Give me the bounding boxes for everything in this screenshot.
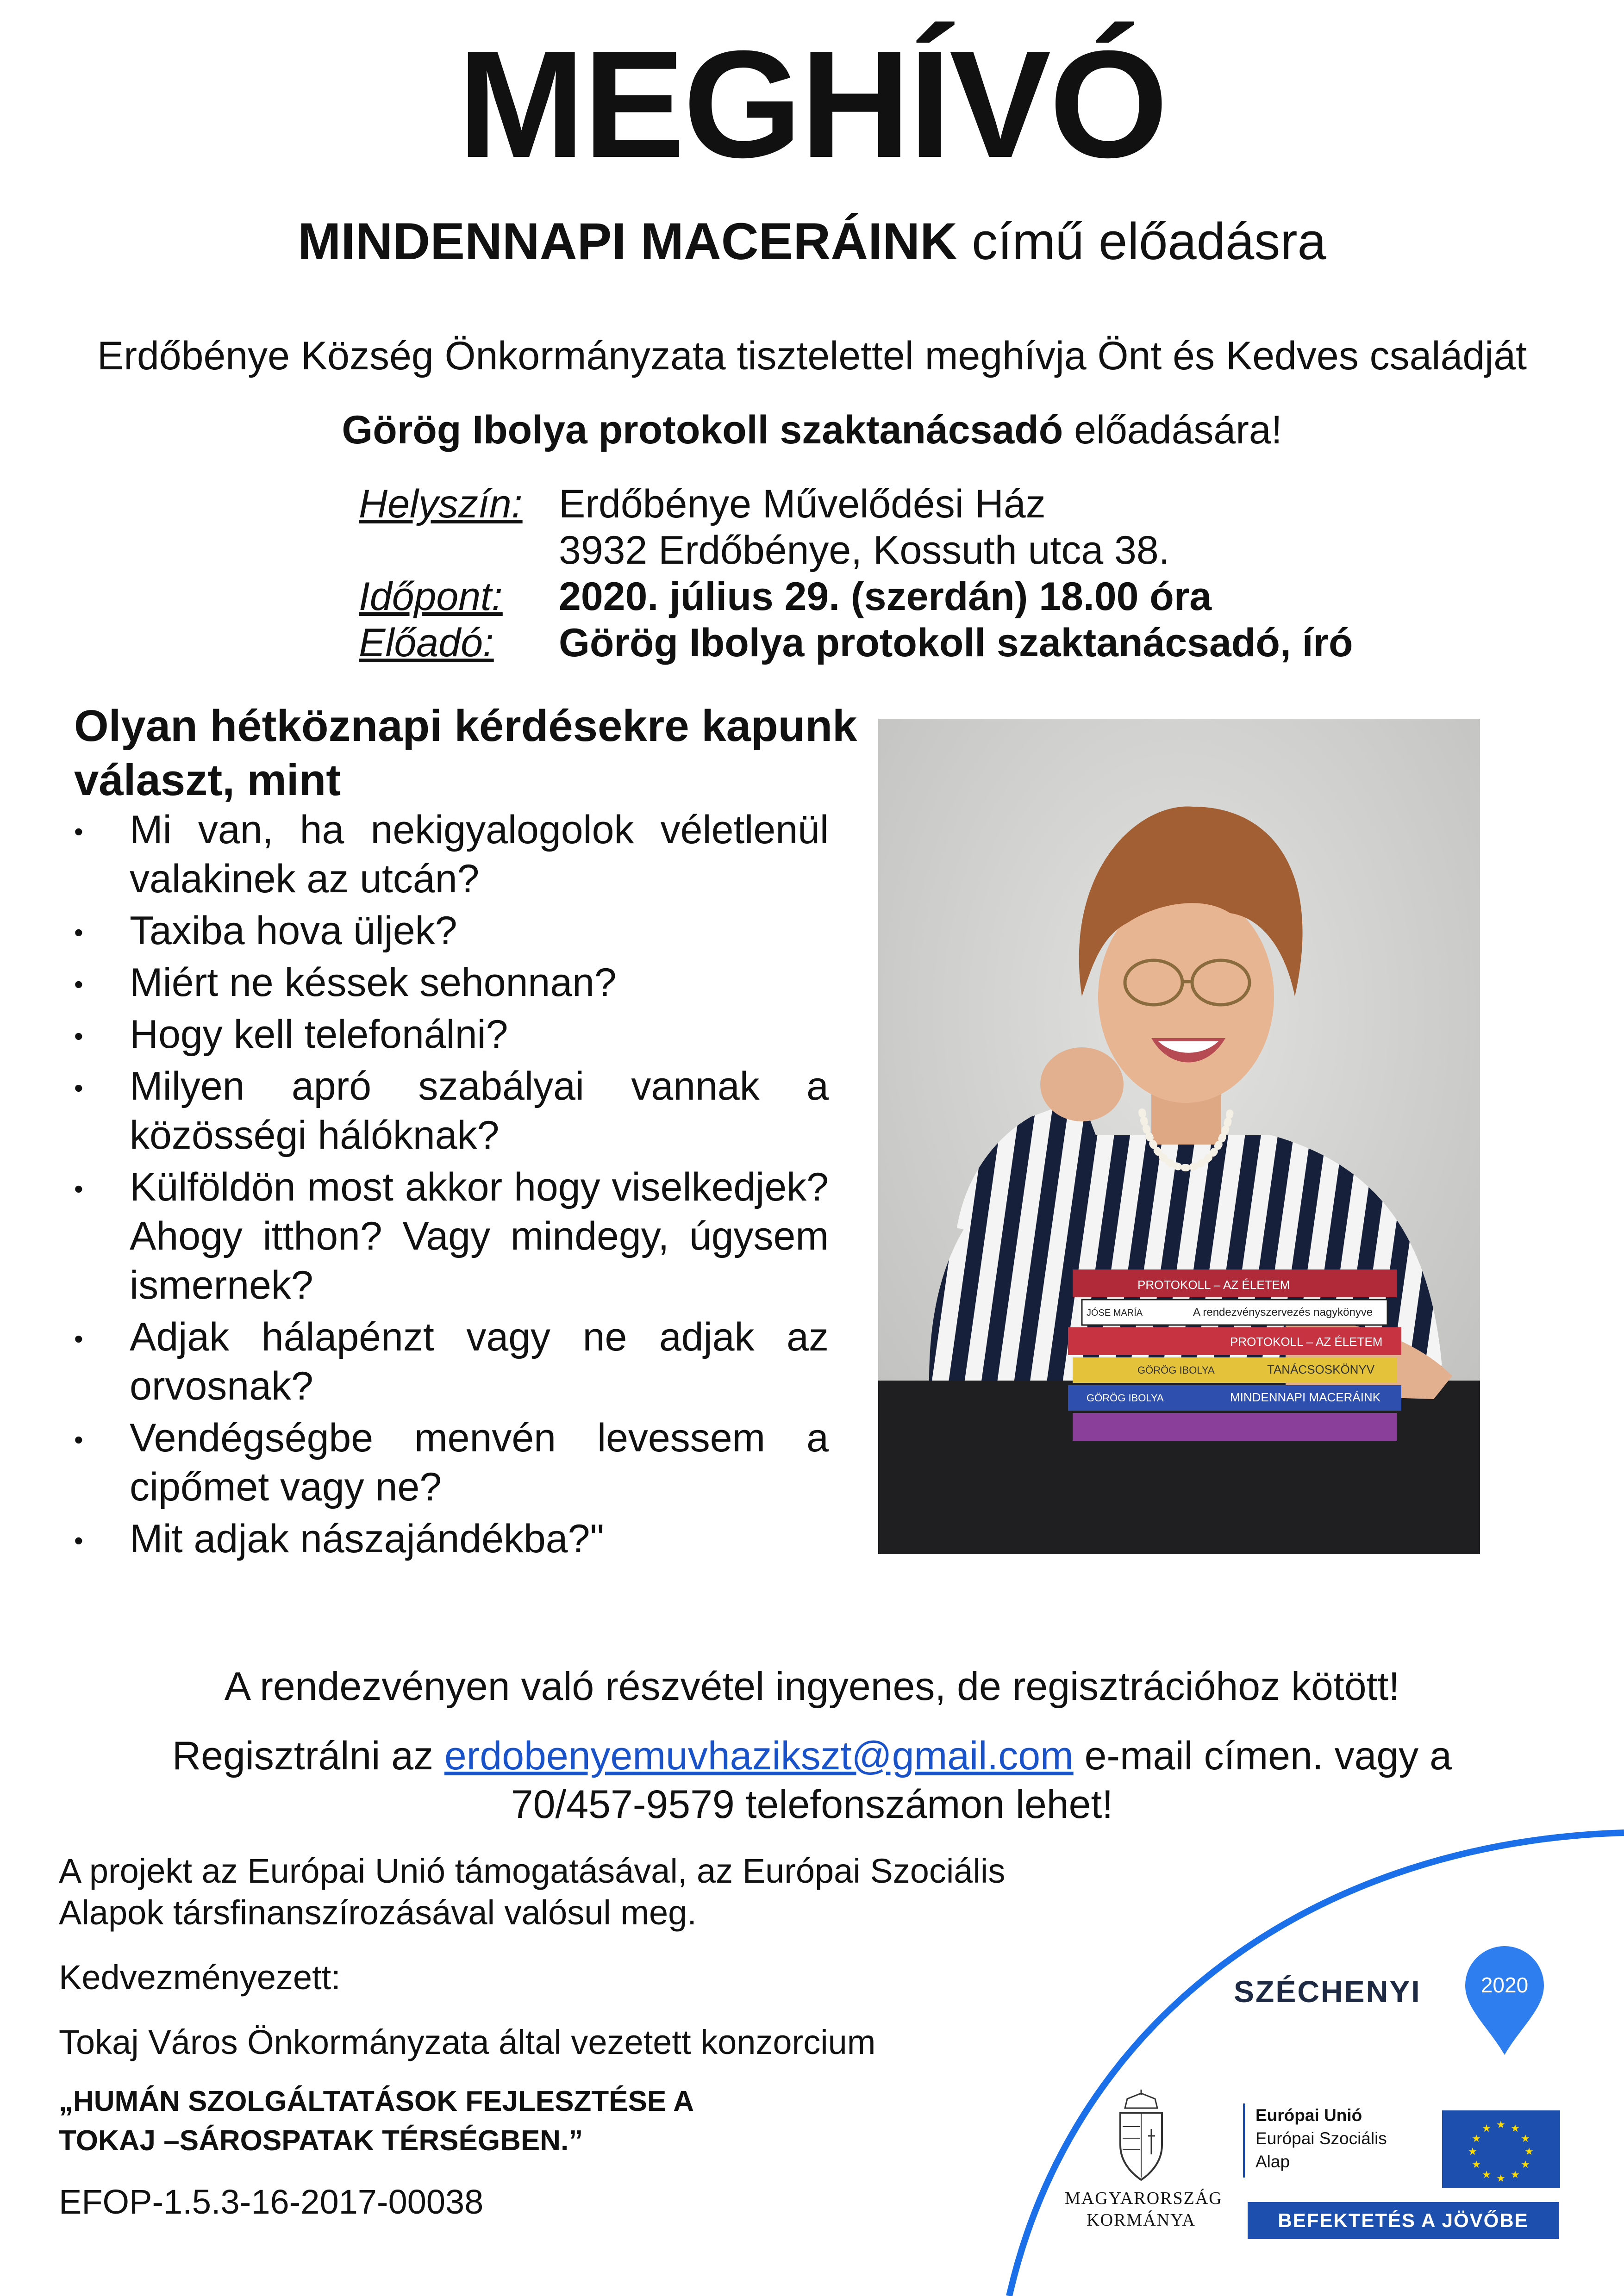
svg-text:★: ★	[1496, 2173, 1505, 2184]
list-item: • Vendégségbe menvén levessem a cipőmet vagy ne?	[65, 1413, 829, 1512]
list-item: • Hogy kell telefonálni?	[65, 1010, 829, 1059]
page-title: MEGHÍVÓ	[457, 19, 1167, 189]
speaker-name: Görög Ibolya protokoll szaktanácsadó	[342, 408, 1063, 452]
eu-union-label: Európai Unió	[1255, 2106, 1362, 2125]
book-author: GÖRÖG IBOLYA	[1087, 1392, 1164, 1404]
email-link[interactable]: erdobenyemuvhazikszt@gmail.com	[444, 1734, 1074, 1778]
registration-phone: 70/457-9579 telefonszámon lehet!	[511, 1782, 1113, 1827]
project-funding-line1: A projekt az Európai Unió támogatásával, az Európai Szociális	[59, 1852, 1006, 1890]
book-title: PROTOKOLL – AZ ÉLETEM	[1137, 1278, 1290, 1292]
book-title: MINDENNAPI MACERÁINK	[1230, 1390, 1381, 1404]
event-subtitle	[0, 211, 1624, 273]
project-funding-line2: Alapok társfinanszírozásával valósul meg.	[59, 1893, 697, 1932]
list-item: • Miért ne késsek sehonnan?	[65, 958, 829, 1007]
list-item: • Adjak hálapénzt vagy ne adjak az orvosnak?	[65, 1313, 829, 1411]
eu-fund-label: Európai Szociális	[1255, 2129, 1387, 2148]
eu-flag-icon	[1442, 2110, 1560, 2188]
beneficiary-name: Tokaj Város Önkormányzata által vezetett konzorcium	[59, 2023, 876, 2061]
registration-prefix: Regisztrálni az	[172, 1734, 444, 1778]
project-title-line1: „HUMÁN SZOLGÁLTATÁSOK FEJLESZTÉSE A	[59, 2085, 694, 2117]
svg-text:★: ★	[1511, 2123, 1520, 2134]
event-subtitle-rest: című előadásra	[957, 212, 1326, 270]
speaker-photo-illustration	[878, 719, 1480, 1554]
registration-suffix: e-mail címen. vagy a	[1073, 1734, 1452, 1778]
speaker-photo	[878, 719, 1480, 1554]
szechenyi-year: 2020	[1480, 1973, 1529, 1997]
szechenyi-logo-text: SZÉCHENYI	[1234, 1974, 1421, 2009]
venue-label: Helyszín:	[359, 482, 523, 526]
svg-text:★: ★	[1472, 2133, 1481, 2145]
project-code: EFOP-1.5.3-16-2017-00038	[59, 2183, 484, 2221]
event-time: 2020. július 29. (szerdán) 18.00 óra	[559, 574, 1212, 619]
book-author: GÖRÖG IBOLYA	[1137, 1364, 1215, 1376]
questions-heading: Olyan hétköznapi kérdésekre kapunk választ, mint	[74, 701, 857, 805]
beneficiary-label: Kedvezményezett:	[59, 1958, 341, 1997]
svg-text:★: ★	[1472, 2159, 1481, 2171]
svg-text:★: ★	[1524, 2146, 1534, 2158]
svg-text:★: ★	[1496, 2119, 1505, 2131]
invitation-line: Erdőbénye Község Önkormányzata tisztelettel meghívja Önt és Kedves családját	[97, 334, 1527, 378]
book-author: JÓSE MARÍA	[1087, 1308, 1143, 1318]
list-item: • Mi van, ha nekigyalogolok véletlenül valakinek az utcán?	[65, 805, 829, 903]
time-label: Időpont:	[359, 574, 503, 619]
list-item: • Külföldön most akkor hogy viselkedjek? Ahogy itthon? Vagy mindegy, úgysem ismernek?	[65, 1163, 829, 1310]
book-title: TANÁCSOSKÖNYV	[1267, 1363, 1375, 1376]
list-item: • Mit adjak nászajándékba?"	[65, 1514, 829, 1563]
book-title: A rendezvényszervezés nagykönyve	[1193, 1306, 1373, 1319]
venue-address: 3932 Erdőbénye, Kossuth utca 38.	[559, 528, 1170, 572]
invitation-speaker-line	[0, 407, 1624, 453]
svg-text:★: ★	[1511, 2169, 1520, 2181]
venue-name: Erdőbénye Művelődési Ház	[559, 482, 1046, 526]
invest-future-banner: BEFEKTETÉS A JÖVŐBE	[1248, 2202, 1559, 2239]
svg-text:★: ★	[1482, 2123, 1491, 2134]
book-title: PROTOKOLL – AZ ÉLETEM	[1230, 1335, 1383, 1349]
event-name: MINDENNAPI MACERÁINK	[298, 212, 958, 270]
szechenyi-pin-icon	[1461, 1944, 1549, 2060]
invitation-speaker-rest: előadására!	[1063, 408, 1282, 452]
eu-fund-label-2: Alap	[1255, 2152, 1290, 2171]
project-title-line2: TOKAJ –SÁROSPATAK TÉRSÉGBEN.”	[59, 2125, 583, 2157]
svg-text:★: ★	[1468, 2146, 1477, 2158]
speaker-label: Előadó:	[359, 621, 494, 665]
list-item: • Taxiba hova üljek?	[65, 906, 829, 955]
registration-instructions	[0, 1733, 1624, 1779]
svg-text:★: ★	[1482, 2169, 1491, 2181]
svg-text:★: ★	[1521, 2133, 1530, 2145]
government-logo-line1: MAGYARORSZÁG	[1065, 2189, 1223, 2208]
registration-note: A rendezvényen való részvétel ingyenes, de regisztrációhoz kötött!	[224, 1664, 1400, 1709]
questions-list	[65, 805, 829, 1566]
hungarian-crest-icon	[1111, 2090, 1171, 2182]
svg-text:★: ★	[1521, 2159, 1530, 2171]
speaker-value: Görög Ibolya protokoll szaktanácsadó, író	[559, 621, 1353, 665]
list-item: • Milyen apró szabályai vannak a közösségi hálóknak?	[65, 1062, 829, 1160]
government-logo-line2: KORMÁNYA	[1087, 2210, 1196, 2230]
eu-divider	[1243, 2103, 1245, 2178]
